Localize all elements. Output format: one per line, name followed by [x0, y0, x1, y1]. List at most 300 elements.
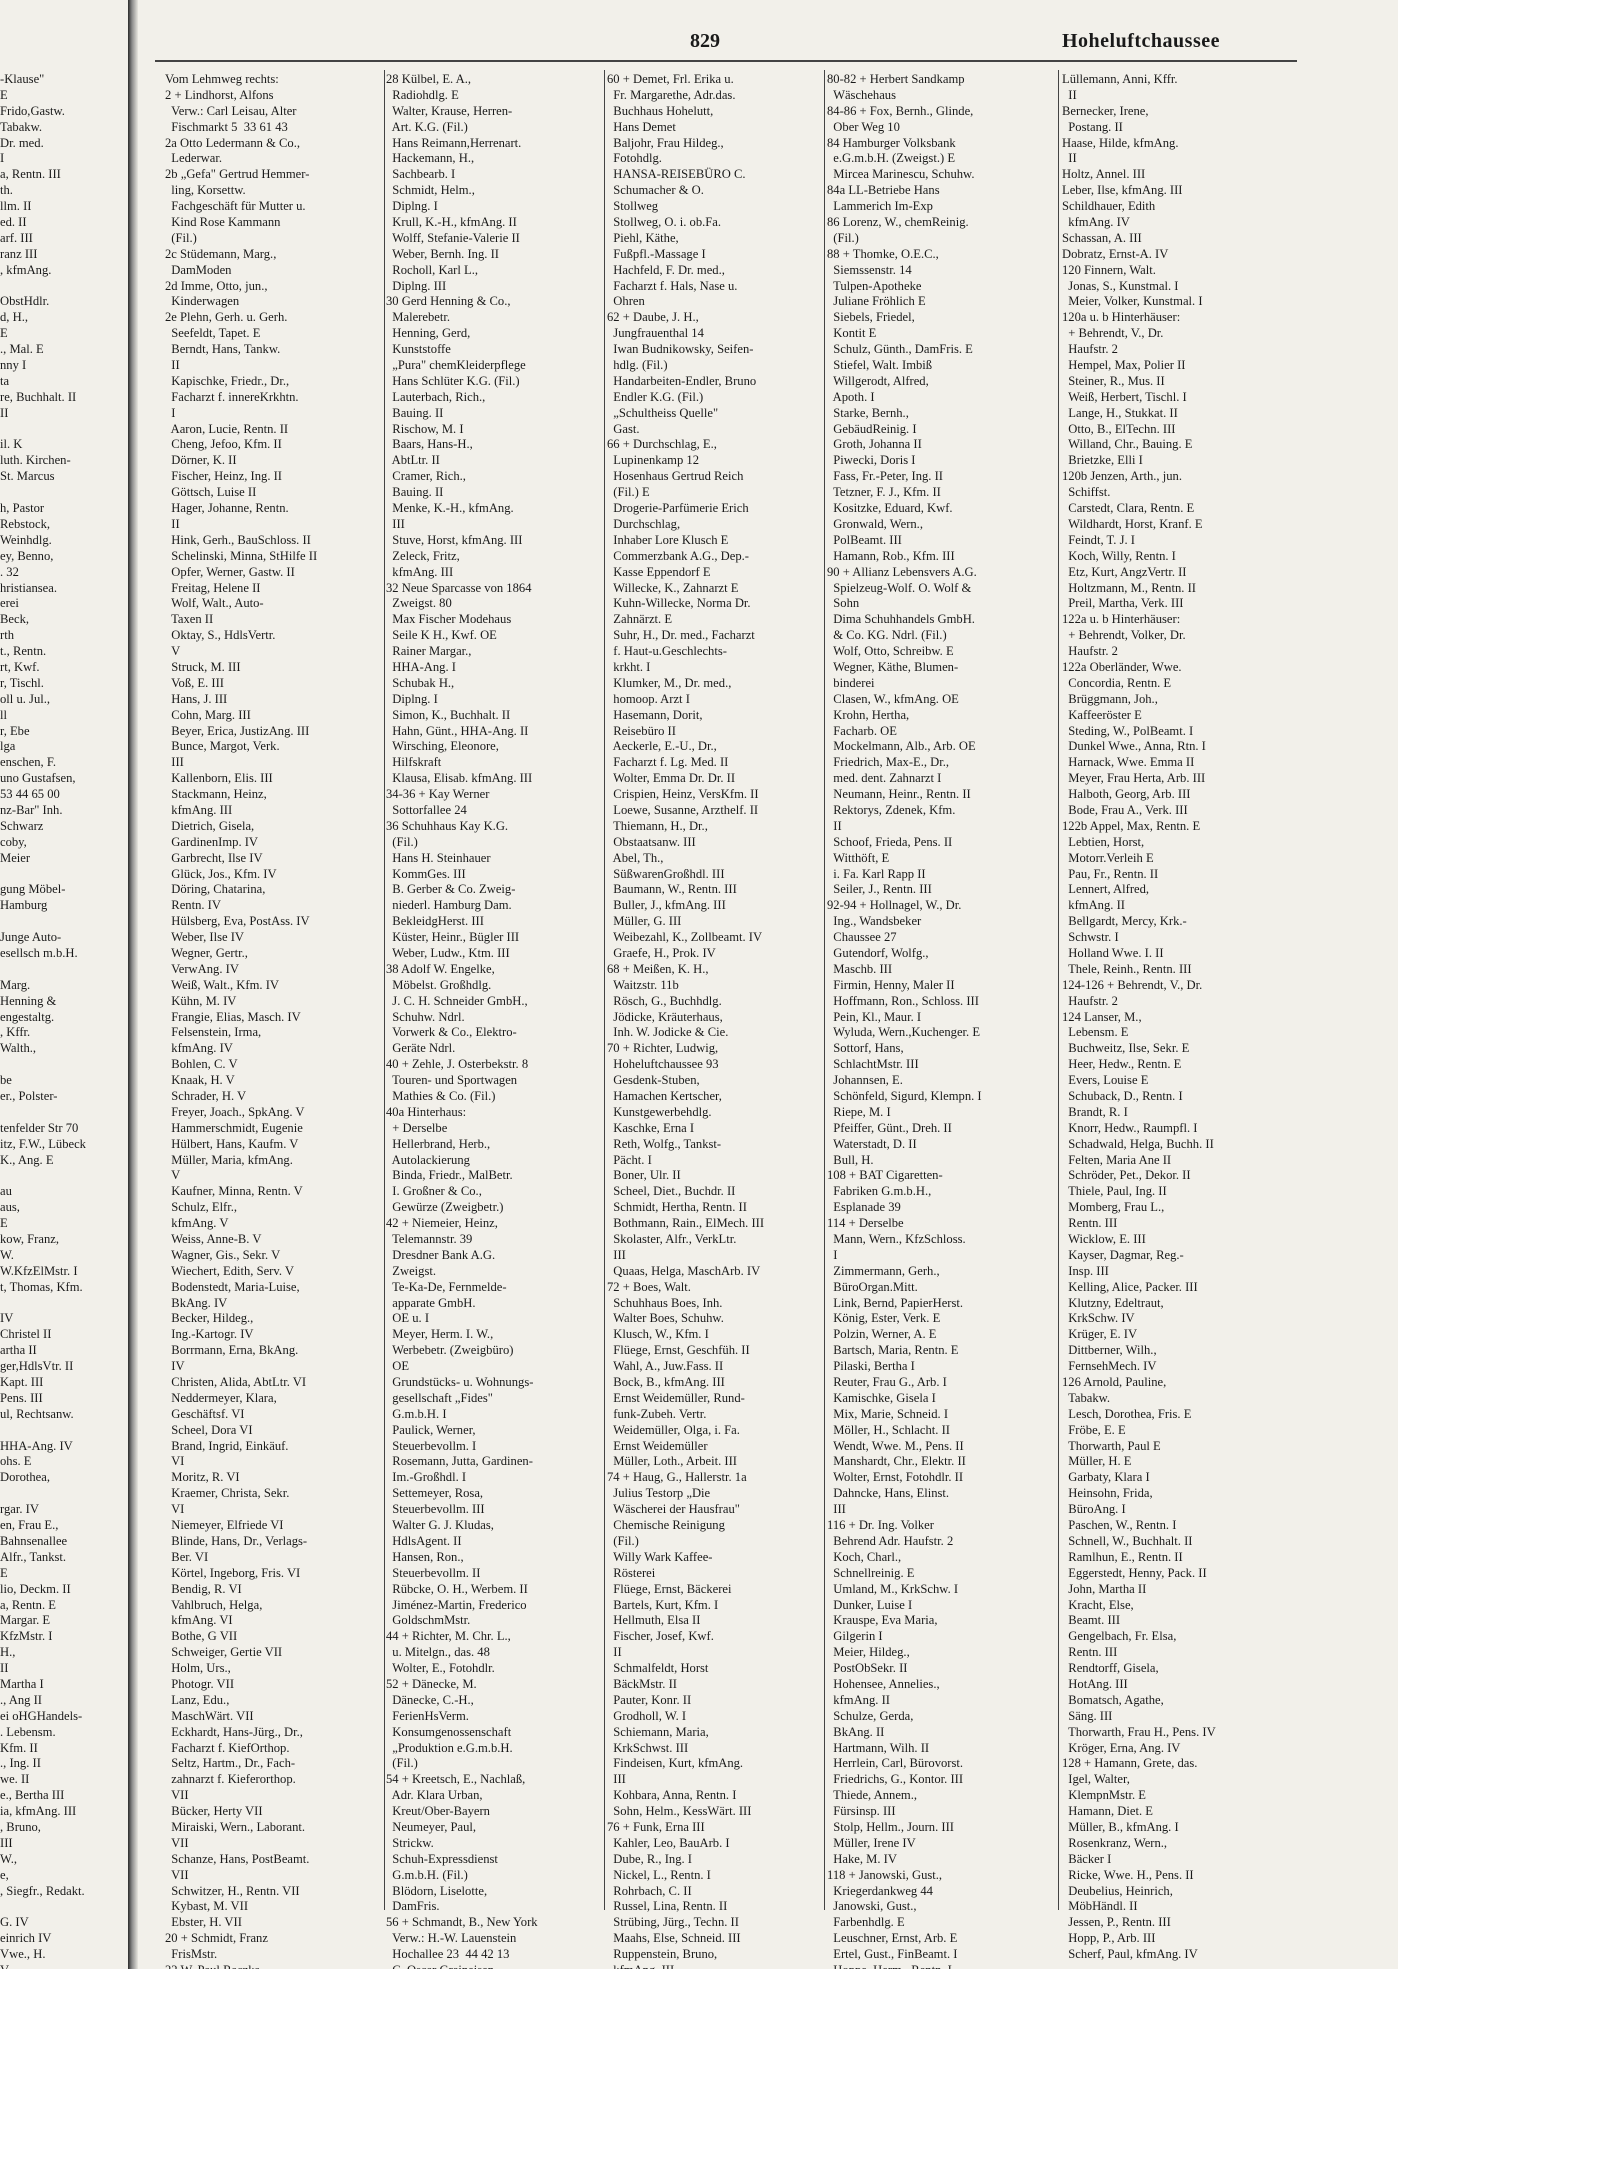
directory-line: Berndt, Hans, Tankw. [165, 342, 281, 357]
directory-line: Kelling, Alice, Packer. III [1062, 1279, 1198, 1294]
directory-line: Dima Schuhhandels GmbH. [827, 612, 975, 627]
directory-line: Autolackierung [386, 1152, 470, 1167]
directory-line: Art. K.G. (Fil.) [386, 119, 468, 134]
directory-line: erei [0, 596, 19, 611]
directory-line: J. C. H. Schneider GmbH., [386, 993, 528, 1008]
directory-line: III [607, 1247, 626, 1262]
directory-line: Neumann, Heinr., Rentn. II [827, 787, 971, 802]
directory-line: Felten, Maria Ane II [1062, 1152, 1172, 1167]
directory-line: Chaussee 27 [827, 930, 897, 945]
directory-line: 70 + Richter, Ludwig, [607, 1041, 719, 1056]
directory-line: we. II [0, 1772, 30, 1787]
directory-line: Willand, Chr., Bauing. E [1062, 437, 1193, 452]
directory-line: Meyer, Frau Herta, Arb. III [1062, 771, 1206, 786]
directory-line: Tetzner, F. J., Kfm. II [827, 485, 941, 500]
directory-line: Friedrich, Max-E., Dr., [827, 755, 950, 770]
directory-line: kfmAng. VI [165, 1613, 233, 1628]
directory-line: 84a LL-Betriebe Hans [827, 183, 940, 198]
directory-line: VII [165, 1867, 189, 1882]
directory-line: Geräte Ndrl. [386, 1041, 456, 1056]
directory-line: Lupinenkamp 12 [607, 453, 699, 468]
directory-line: Thiede, Annem., [827, 1788, 918, 1803]
directory-line: Steuerbevollm. I [386, 1438, 477, 1453]
directory-line: Margar. E [0, 1613, 51, 1628]
directory-line: Reisebüro II [607, 723, 676, 738]
directory-line: VI [165, 1502, 185, 1517]
directory-line: Menke, K.-H., kfmAng. [386, 501, 514, 516]
directory-line: „Pura" chemKleiderpflege [386, 358, 526, 373]
directory-line: 60 + Demet, Frl. Erika u. [607, 72, 734, 86]
directory-line: Kositzke, Eduard, Kwf. [827, 501, 953, 516]
directory-line: f. Haut-u.Geschlechts- [607, 644, 727, 659]
directory-line: Blödorn, Liselotte, [386, 1883, 488, 1898]
directory-line: Zeleck, Fritz, [386, 548, 460, 563]
directory-line: Bomatsch, Agathe, [1062, 1692, 1164, 1707]
directory-line: Brandt, R. I [1062, 1104, 1128, 1119]
directory-line: Rendtorff, Gisela, [1062, 1661, 1159, 1676]
directory-line: IV [0, 1311, 14, 1326]
directory-line: 40 + Zehle, J. Osterbekstr. 8 [386, 1057, 529, 1072]
directory-line: Schnellreinig. E [827, 1565, 915, 1580]
directory-line: Christel II [0, 1327, 52, 1342]
directory-line: Vorwerk & Co., Elektro- [386, 1025, 517, 1040]
directory-line: Hink, Gerh., BauSchloss. II [165, 532, 311, 547]
directory-line: , Siegfr., Redakt. [0, 1883, 85, 1898]
directory-line: Müller, Maria, kfmAng. [165, 1152, 293, 1167]
directory-line: Ing., Wandsbeker [827, 914, 922, 929]
directory-line: . Lebensm. [0, 1724, 56, 1739]
directory-line: Hohensee, Annelies., [827, 1676, 940, 1691]
directory-line: kfmAng. II [827, 1692, 890, 1707]
directory-line: Pau, Fr., Rentn. II [1062, 866, 1159, 881]
directory-line: Hartmann, Wilh. II [827, 1740, 930, 1755]
directory-line: 20 + Schmidt, Franz [165, 1931, 268, 1946]
directory-line: 124 Lanser, M., [1062, 1009, 1142, 1024]
directory-line: (Fil.) [165, 230, 197, 245]
directory-line: Brietzke, Elli I [1062, 453, 1143, 468]
left-page-edge-column [0, 72, 118, 2042]
directory-line: 40a Hinterhaus: [386, 1104, 467, 1119]
directory-line: Klusch, W., Kfm. I [607, 1327, 709, 1342]
directory-line: II [827, 818, 842, 833]
directory-line: Sohn [827, 596, 860, 611]
directory-line: KlempnMstr. E [1062, 1788, 1146, 1803]
directory-line: Strickw. [386, 1835, 434, 1850]
directory-line: Obstaatsanw. III [607, 834, 696, 849]
directory-line: uno Gustafsen, [0, 771, 76, 786]
directory-line: Wäschehaus [827, 87, 897, 102]
directory-line: Quaas, Helga, MaschArb. IV [607, 1263, 761, 1278]
directory-line: Lesch, Dorothea, Fris. E [1062, 1406, 1192, 1421]
directory-line: Schoof, Frieda, Pens. II [827, 834, 953, 849]
directory-line: Clasen, W., kfmAng. OE [827, 691, 959, 706]
directory-line: Vwe., H. [0, 1947, 46, 1962]
directory-line: Schulz, Elfr., [165, 1200, 238, 1215]
directory-line: Evers, Louise E [1062, 1073, 1149, 1088]
directory-line: Dunkel Wwe., Anna, Rtn. I [1062, 739, 1206, 754]
directory-line: Krauspe, Eva Maria, [827, 1613, 938, 1628]
directory-line: itz, F.W., Lübeck [0, 1136, 86, 1151]
directory-line: Kybast, M. VII [165, 1899, 249, 1914]
directory-column-2 [386, 72, 596, 2090]
directory-line: Schuback, D., Rentn. I [1062, 1089, 1183, 1103]
directory-line: 30 Gerd Henning & Co., [386, 294, 511, 309]
directory-line: Grundstücks- u. Wohnungs- [386, 1375, 534, 1390]
directory-line: Müller, H. E [1062, 1454, 1132, 1469]
directory-line: Im.-Großhdl. I [386, 1470, 467, 1485]
directory-line: hdlg. (Fil.) [607, 358, 668, 373]
directory-line: Felsenstein, Irma, [165, 1025, 262, 1040]
directory-line: Dresdner Bank A.G. [386, 1247, 496, 1262]
directory-line: Waterstadt, D. II [827, 1136, 917, 1151]
directory-line: Behrend Adr. Haufstr. 2 [827, 1533, 954, 1548]
directory-line: Motorr.Verleih E [1062, 850, 1154, 865]
directory-line: Dietrich, Gisela, [165, 818, 255, 833]
directory-line: Loewe, Susanne, Arzthelf. II [607, 802, 759, 817]
directory-line: Jessen, P., Rentn. III [1062, 1915, 1171, 1930]
directory-line: Kaffeeröster E [1062, 707, 1142, 722]
directory-line: Kreut/Ober-Bayern [386, 1804, 490, 1819]
directory-line: Hans, J. III [165, 691, 228, 706]
directory-line: II [165, 358, 180, 373]
directory-line: Maschb. III [827, 961, 893, 976]
directory-line: Hellmuth, Elsa II [607, 1613, 701, 1628]
directory-line: Kaufner, Minna, Rentn. V [165, 1184, 303, 1199]
directory-line: il. K [0, 437, 23, 452]
directory-line: 122b Appel, Max, Rentn. E [1062, 818, 1201, 833]
directory-line: 86 Lorenz, W., chemReinig. [827, 215, 969, 230]
directory-line: Hempel, Max, Polier II [1062, 358, 1186, 373]
directory-line: llm. II [0, 199, 32, 214]
directory-line: Facharzt f. innereKrkhtn. [165, 389, 299, 404]
directory-line: 76 + Funk, Erna III [607, 1819, 705, 1834]
directory-line: Konsumgenossenschaft [386, 1724, 512, 1739]
directory-line: krkht. I [607, 659, 651, 674]
directory-line: Holtz, Annel. III [1062, 167, 1146, 182]
directory-line [0, 279, 118, 295]
directory-line: Stolp, Hellm., Journ. III [827, 1819, 954, 1834]
directory-line: Walter, Krause, Herren- [386, 103, 513, 118]
directory-line: Bauing. II [386, 485, 444, 500]
directory-line: Hamachen Kertscher, [607, 1089, 722, 1103]
directory-column-3 [607, 72, 817, 2058]
directory-line: Lebensm. E [1062, 1025, 1129, 1040]
directory-line: Dörner, K. II [165, 453, 237, 468]
directory-line: (Fil.) [386, 834, 418, 849]
directory-line: Pilaski, Bertha I [827, 1359, 915, 1374]
directory-line: Hilfskraft [386, 755, 442, 770]
directory-line: Weiss, Anne-B. V [165, 1232, 262, 1247]
directory-line: r, Tischl. [0, 675, 44, 690]
directory-line: Döring, Chatarina, [165, 882, 266, 897]
directory-line: Cheng, Jefoo, Kfm. II [165, 437, 282, 452]
directory-line: BäckMstr. II [607, 1676, 677, 1691]
directory-line: 126 Arnold, Pauline, [1062, 1375, 1167, 1390]
directory-line: 84 Hamburger Volksbank [827, 135, 956, 150]
directory-line [0, 485, 118, 501]
directory-line: Hansen, Ron., [386, 1549, 464, 1564]
directory-line: Seefeldt, Tapet. E [165, 326, 261, 341]
directory-line: Jödicke, Kräuterhaus, [607, 1009, 723, 1024]
directory-line: Diplng. I [386, 691, 438, 706]
directory-line: Stollweg [607, 199, 659, 214]
directory-line: Freyer, Joach., SpkAng. V [165, 1104, 305, 1119]
directory-line: gesellschaft „Fides" [386, 1390, 493, 1405]
directory-line: III [607, 1772, 626, 1787]
directory-line: PostObSekr. II [827, 1661, 908, 1676]
directory-line: Gronwald, Wern., [827, 516, 923, 531]
directory-line: Weibezahl, K., Zollbeamt. IV [607, 930, 763, 945]
directory-line: Kohbara, Anna, Rentn. I [607, 1788, 737, 1803]
directory-line: Steding, W., PolBeamt. I [1062, 723, 1194, 738]
directory-line: Herrlein, Carl, Bürovorst. [827, 1756, 964, 1771]
directory-line: Facharzt f. Hals, Nase u. [607, 278, 738, 293]
directory-line: u. Mitelgn., das. 48 [386, 1645, 490, 1660]
directory-line: Fröbe, E. E [1062, 1422, 1126, 1437]
directory-line: Telemannstr. 39 [386, 1232, 473, 1247]
directory-line: Neddermeyer, Klara, [165, 1390, 277, 1405]
directory-line: Kamischke, Gisela I [827, 1390, 936, 1405]
directory-line: Rösterei [607, 1565, 656, 1580]
directory-line: Lederwar. [165, 151, 222, 166]
directory-line: Schiemann, Maria, [607, 1724, 709, 1739]
directory-line: Feindt, T. J. I [1062, 532, 1135, 547]
directory-line: Kaschke, Erna I [607, 1120, 695, 1135]
directory-line: Bothe, G VII [165, 1629, 238, 1644]
directory-line: Zimmermann, Gerh., [827, 1263, 940, 1278]
directory-line: E [0, 1565, 8, 1580]
directory-line: FernsehMech. IV [1062, 1359, 1157, 1374]
directory-line: Lennert, Alfred, [1062, 882, 1150, 897]
directory-line: Sottorf, Hans, [827, 1041, 904, 1056]
directory-line: GardinenImp. IV [165, 834, 259, 849]
directory-line: Müller, Loth., Arbeit. III [607, 1454, 737, 1469]
directory-line: Schildhauer, Edith [1062, 199, 1156, 214]
directory-line: Facharb. OE [827, 723, 897, 738]
directory-line: Paschen, W., Rentn. I [1062, 1518, 1177, 1533]
directory-line: Chemische Reinigung [607, 1518, 725, 1533]
directory-line: Küster, Heinr., Bügler III [386, 930, 520, 945]
directory-line: Schmidt, Helm., [386, 183, 475, 198]
directory-line: 124-126 + Behrendt, V., Dr. [1062, 977, 1203, 992]
directory-line: Boner, Ulr. II [607, 1168, 681, 1183]
directory-line: Dobratz, Ernst-A. IV [1062, 246, 1169, 261]
directory-line: Pens. III [0, 1390, 43, 1405]
directory-line: Zweigst. 80 [386, 596, 452, 611]
directory-line: Kracht, Else, [1062, 1597, 1134, 1612]
directory-line: 54 + Kreetsch, E., Nachlaß, [386, 1772, 526, 1787]
directory-line: Kallenborn, Elis. III [165, 771, 273, 786]
directory-line: 52 + Dänecke, M. [386, 1676, 477, 1691]
directory-line: Kind Rose Kammann [165, 215, 281, 230]
directory-line: HHA-Ang. IV [0, 1438, 73, 1453]
directory-line: Settemeyer, Rosa, [386, 1486, 484, 1501]
directory-line: rgar. IV [0, 1502, 39, 1517]
directory-line: Hamann, Rob., Kfm. III [827, 548, 955, 563]
directory-line: kfmAng. III [386, 564, 454, 579]
directory-line: 118 + Janowski, Gust., [827, 1867, 943, 1882]
directory-line: enschen, F. [0, 755, 57, 770]
directory-line: Schönfeld, Sigurd, Klempn. I [827, 1089, 982, 1103]
directory-line: Rösch, G., Buchhdlg. [607, 993, 722, 1008]
directory-line: Bock, B., kfmAng. III [607, 1375, 725, 1390]
directory-line: Weber, Bernh. Ing. II [386, 246, 499, 261]
directory-line: Haase, Hilde, kfmAng. [1062, 135, 1179, 150]
directory-line: Kunststoffe [386, 342, 451, 357]
directory-line: AbtLtr. II [386, 453, 440, 468]
directory-line: Schrader, H. V [165, 1089, 247, 1103]
directory-line: Bellgardt, Mercy, Krk.- [1062, 914, 1187, 929]
directory-line: KfzMstr. I [0, 1629, 53, 1644]
directory-line: au [0, 1184, 12, 1199]
directory-line: Wicklow, E. III [1062, 1232, 1146, 1247]
directory-line: t, Thomas, Kfm. [0, 1279, 83, 1294]
directory-line: 68 + Meißen, K. H., [607, 961, 709, 976]
directory-line: 120 Finnern, Walt. [1062, 262, 1156, 277]
directory-line: 32 Neue Sparcasse von 1864 [386, 580, 532, 595]
directory-line: Kühn, M. IV [165, 993, 237, 1008]
directory-line: Reuter, Frau G., Arb. I [827, 1375, 947, 1390]
directory-line: Göttsch, Luise II [165, 485, 257, 500]
directory-line: Rentn. III [1062, 1216, 1118, 1231]
directory-line: . 32 [0, 564, 19, 579]
directory-line: Stollweg, O. i. ob.Fa. [607, 215, 722, 230]
directory-line: Schelinski, Minna, StHilfe II [165, 548, 318, 563]
directory-line: Malerebetr. [386, 310, 450, 325]
directory-line: Juliane Fröhlich E [827, 294, 926, 309]
directory-line: 88 + Thomke, O.E.C., [827, 246, 939, 261]
directory-line: , Bruno, [0, 1819, 41, 1834]
directory-line: e, [0, 1867, 9, 1882]
directory-line: OE [386, 1359, 410, 1374]
directory-line: Tabakw. [0, 119, 43, 134]
directory-line: Weidemüller, Olga, i. Fa. [607, 1422, 740, 1437]
directory-line: Schanze, Hans, PostBeamt. [165, 1851, 310, 1866]
directory-line: K., Ang. E [0, 1152, 54, 1167]
directory-line: Knaak, H. V [165, 1073, 235, 1088]
directory-line: + Derselbe [386, 1120, 448, 1135]
directory-line: 2c Stüdemann, Marg., [165, 246, 277, 261]
directory-line: Flüege, Ernst, Bäckerei [607, 1581, 732, 1596]
directory-line: Weinhdlg. [0, 532, 52, 547]
directory-line: Stiefel, Walt. Imbiß [827, 358, 933, 373]
directory-line: I. Großner & Co., [386, 1184, 482, 1199]
directory-line: Werbebetr. (Zweigbüro) [386, 1343, 514, 1358]
directory-line: Photogr. VII [165, 1676, 235, 1691]
directory-line: Kayser, Dagmar, Reg.- [1062, 1247, 1184, 1262]
directory-line: Julius Testorp „Die [607, 1486, 711, 1501]
column-rule [604, 70, 605, 1910]
directory-line: Bodenstedt, Maria-Luise, [165, 1279, 300, 1294]
directory-line: Ernst Weidemüller [607, 1438, 708, 1453]
directory-line: Drogerie-Parfümerie Erich [607, 501, 749, 516]
directory-line: Etz, Kurt, AngzVertr. II [1062, 564, 1187, 579]
directory-line: nny I [0, 358, 27, 373]
directory-line: 120b Jenzen, Arth., jun. [1062, 469, 1182, 484]
directory-line [0, 962, 118, 978]
directory-line: Bauing. II [386, 405, 444, 420]
directory-line: Heinsohn, Frida, [1062, 1486, 1153, 1501]
directory-line: Glück, Jos., Kfm. IV [165, 866, 277, 881]
directory-line: SchlachtMstr. III [827, 1057, 919, 1072]
directory-line: II [607, 1645, 622, 1660]
directory-line: Nickel, L., Rentn. I [607, 1867, 711, 1882]
directory-line: W., [0, 1851, 18, 1866]
directory-line: Hülbert, Hans, Kaufm. V [165, 1136, 299, 1151]
directory-line: DamFris. [386, 1899, 440, 1914]
directory-line: Piwecki, Doris I [827, 453, 916, 468]
directory-line: Voß, E. III [165, 675, 225, 690]
directory-line: kfmAng. IV [165, 1041, 233, 1056]
directory-line: Sohn, Helm., KessWärt. III [607, 1804, 752, 1819]
directory-line: Haufstr. 2 [1062, 644, 1118, 659]
directory-line: Holtzmann, M., Rentn. II [1062, 580, 1196, 595]
directory-line: Hoffmann, Ron., Schloss. III [827, 993, 979, 1008]
directory-line: Möbelst. Großhdlg. [386, 977, 492, 992]
directory-line: Fabriken G.m.b.H., [827, 1184, 932, 1199]
directory-line: Insp. III [1062, 1263, 1109, 1278]
directory-line: Taxen II [165, 612, 214, 627]
directory-line: Freitag, Helene II [165, 580, 261, 595]
directory-line: Hans H. Steinhauer [386, 850, 491, 865]
directory-line: Reth, Wolfg., Tankst- [607, 1136, 722, 1151]
directory-line: Harnack, Wwe. Emma II [1062, 755, 1195, 770]
column-rule [824, 70, 825, 1910]
directory-line: + Behrendt, Volker, Dr. [1062, 628, 1186, 643]
directory-line: Deubelius, Heinrich, [1062, 1883, 1173, 1898]
directory-line: 2 + Lindhorst, Alfons [165, 87, 274, 102]
directory-line: 116 + Dr. Ing. Volker [827, 1518, 934, 1533]
directory-line: Hans Reimann,Herrenart. [386, 135, 522, 150]
directory-line: Hopp, P., Arb. III [1062, 1931, 1156, 1946]
page-number: 829 [690, 30, 720, 52]
binding-gutter [128, 0, 138, 1969]
directory-line: Sottorfallee 24 [386, 802, 467, 817]
directory-line: 36 Schuhhaus Kay K.G. [386, 818, 509, 833]
directory-line: I [165, 405, 176, 420]
directory-line: G. IV [0, 1915, 29, 1930]
directory-line: Dunker, Luise I [827, 1597, 913, 1612]
directory-line: W. [0, 1247, 14, 1262]
directory-line: Inhaber Lore Klusch E [607, 532, 729, 547]
directory-line: Wiechert, Edith, Serv. V [165, 1263, 295, 1278]
directory-line: Findeisen, Kurt, kfmAng. [607, 1756, 744, 1771]
directory-line: Manshardt, Chr., Elektr. II [827, 1454, 966, 1469]
directory-line: Eggerstedt, Henny, Pack. II [1062, 1565, 1207, 1580]
directory-line: Aaron, Lucie, Rentn. II [165, 421, 289, 436]
directory-line: Krull, K.-H., kfmAng. II [386, 215, 517, 230]
directory-line: Ber. VI [165, 1549, 209, 1564]
directory-line: II [165, 516, 180, 531]
directory-line: 90 + Allianz Lebensvers A.G. [827, 564, 977, 579]
directory-line: Baars, Hans-H., [386, 437, 473, 452]
directory-line: BkAng. II [827, 1724, 885, 1739]
directory-line: Crispien, Heinz, VersKfm. II [607, 787, 759, 802]
directory-line: Beamt. III [1062, 1613, 1121, 1628]
directory-line: Steiner, R., Mus. II [1062, 373, 1165, 388]
directory-line: Max Fischer Modehaus [386, 612, 512, 627]
directory-line: be [0, 1073, 12, 1088]
directory-line: Gilgerin I [827, 1629, 883, 1644]
directory-line: Blinde, Hans, Dr., Verlags- [165, 1533, 308, 1548]
directory-line: Bernecker, Irene, [1062, 103, 1149, 118]
directory-line: ta [0, 373, 10, 388]
directory-line: II [0, 405, 9, 420]
directory-line: Fr. Margarethe, Adr.das. [607, 87, 736, 102]
directory-line: G.m.b.H. (Fil.) [386, 1867, 468, 1882]
directory-line: BüroOrgan.Mitt. [827, 1279, 918, 1294]
directory-line: Pauter, Konr. II [607, 1692, 692, 1707]
